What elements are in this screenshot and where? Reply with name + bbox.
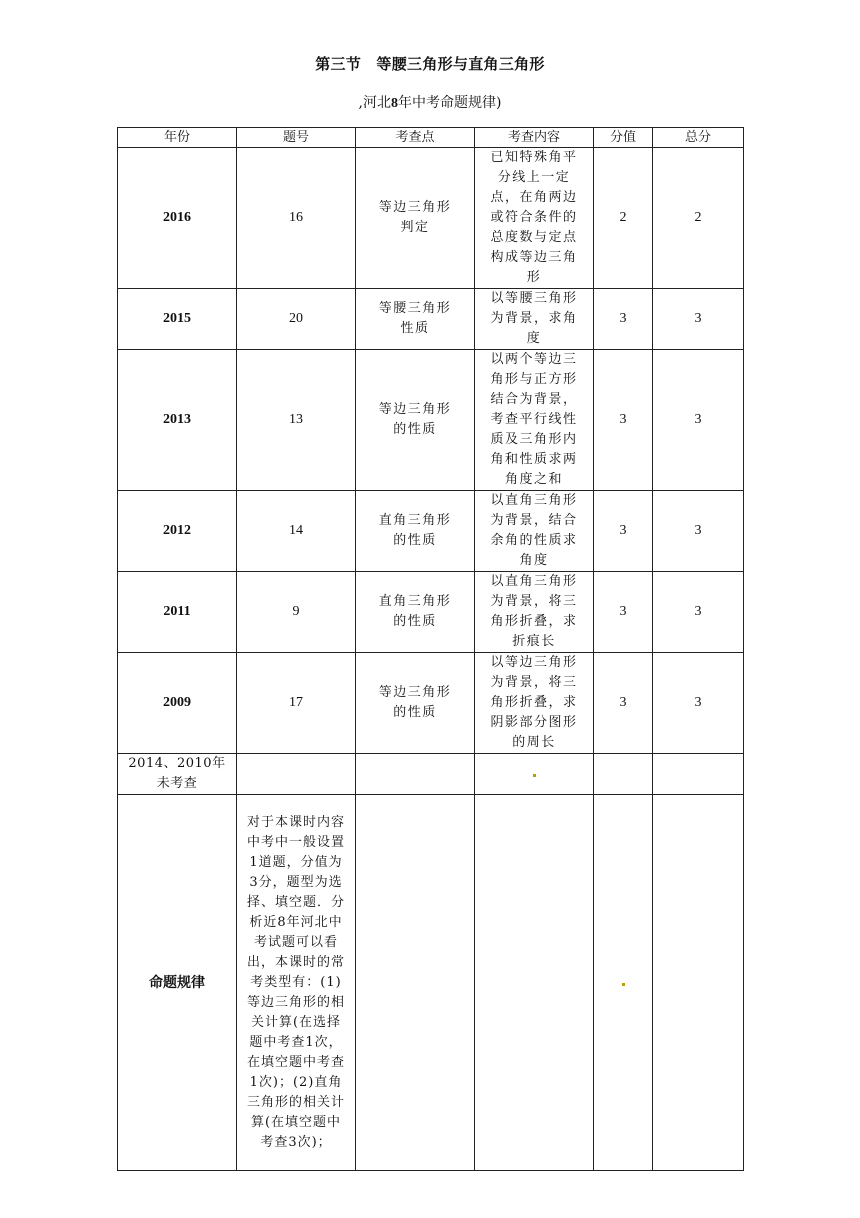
cell-empty <box>356 795 475 1171</box>
header-number: 题号 <box>237 128 356 148</box>
cell-empty <box>475 754 594 795</box>
cell-score: 3 <box>594 653 653 754</box>
cell-point: 直角三角形的性质 <box>356 491 475 572</box>
table-row <box>118 289 744 350</box>
cell-score: 3 <box>594 289 653 350</box>
subtitle-prefix: ,河北 <box>358 95 391 111</box>
cell-year: 2011 <box>118 572 237 653</box>
table-row <box>118 572 744 653</box>
cell-empty <box>653 754 744 795</box>
dot-mark <box>533 774 536 777</box>
cell-point: 直角三角形的性质 <box>356 572 475 653</box>
table-row <box>118 350 744 491</box>
cell-content: 以直角三角形为背景，结合余角的性质求角度 <box>475 491 594 572</box>
dot-mark <box>622 983 625 986</box>
cell-number: 17 <box>237 653 356 754</box>
header-score: 分值 <box>594 128 653 148</box>
table-row <box>118 148 744 289</box>
table-row-rule <box>118 795 744 1171</box>
cell-year: 2016 <box>118 148 237 289</box>
cell-empty <box>594 754 653 795</box>
cell-content: 以等腰三角形为背景，求角度 <box>475 289 594 350</box>
header-point: 考查点 <box>356 128 475 148</box>
rule-label: 命题规律 <box>118 795 237 1171</box>
table-row-not-tested <box>118 754 744 795</box>
header-year: 年份 <box>118 128 237 148</box>
cell-total: 3 <box>653 653 744 754</box>
table-row <box>118 653 744 754</box>
subtitle-suffix: 年中考命题规律) <box>397 95 502 111</box>
cell-content: 以两个等边三角形与正方形结合为背景，考查平行线性质及三角形内角和性质求两角度之和 <box>475 350 594 491</box>
cell-empty <box>475 795 594 1171</box>
cell-score: 3 <box>594 350 653 491</box>
cell-score: 3 <box>594 572 653 653</box>
cell-number: 20 <box>237 289 356 350</box>
cell-point: 等边三角形的性质 <box>356 653 475 754</box>
cell-empty <box>594 795 653 1171</box>
cell-number: 13 <box>237 350 356 491</box>
cell-total: 3 <box>653 491 744 572</box>
cell-not-tested: 2014、2010年未考查 <box>118 754 237 795</box>
exam-pattern-table <box>117 127 744 1171</box>
cell-content: 以直角三角形为背景，将三角形折叠，求折痕长 <box>475 572 594 653</box>
cell-empty <box>237 754 356 795</box>
cell-point: 等边三角形判定 <box>356 148 475 289</box>
table-row <box>118 491 744 572</box>
cell-point: 等腰三角形性质 <box>356 289 475 350</box>
table-header-row <box>118 128 744 148</box>
header-content: 考查内容 <box>475 128 594 148</box>
cell-point: 等边三角形的性质 <box>356 350 475 491</box>
cell-score: 2 <box>594 148 653 289</box>
cell-total: 3 <box>653 350 744 491</box>
cell-year: 2009 <box>118 653 237 754</box>
cell-number: 16 <box>237 148 356 289</box>
cell-total: 3 <box>653 289 744 350</box>
cell-score: 3 <box>594 491 653 572</box>
header-total: 总分 <box>653 128 744 148</box>
page-title: 第三节 等腰三角形与直角三角形 <box>315 55 545 73</box>
cell-content: 已知特殊角平分线上一定点，在角两边或符合条件的总度数与定点构成等边三角形 <box>475 148 594 289</box>
cell-number: 14 <box>237 491 356 572</box>
cell-total: 3 <box>653 572 744 653</box>
cell-total: 2 <box>653 148 744 289</box>
cell-content: 以等边三角形为背景，将三角形折叠，求阴影部分图形的周长 <box>475 653 594 754</box>
cell-number: 9 <box>237 572 356 653</box>
cell-empty <box>653 795 744 1171</box>
cell-year: 2015 <box>118 289 237 350</box>
cell-year: 2013 <box>118 350 237 491</box>
page-subtitle <box>0 92 860 112</box>
subtitle-number: 8 <box>390 96 398 111</box>
rule-text: 对于本课时内容中考中一般设置1道题，分值为3分，题型为选择、填空题．分析近8年河北中考试题可以看出，本课时的常考类型有：(1)等边三角形的相关计算(在选择题中考查1次，在填空题中考查1次)；(2)直角三角形的相关计算(在填空题中考查3次)； <box>237 795 356 1171</box>
cell-empty <box>356 754 475 795</box>
cell-year: 2012 <box>118 491 237 572</box>
